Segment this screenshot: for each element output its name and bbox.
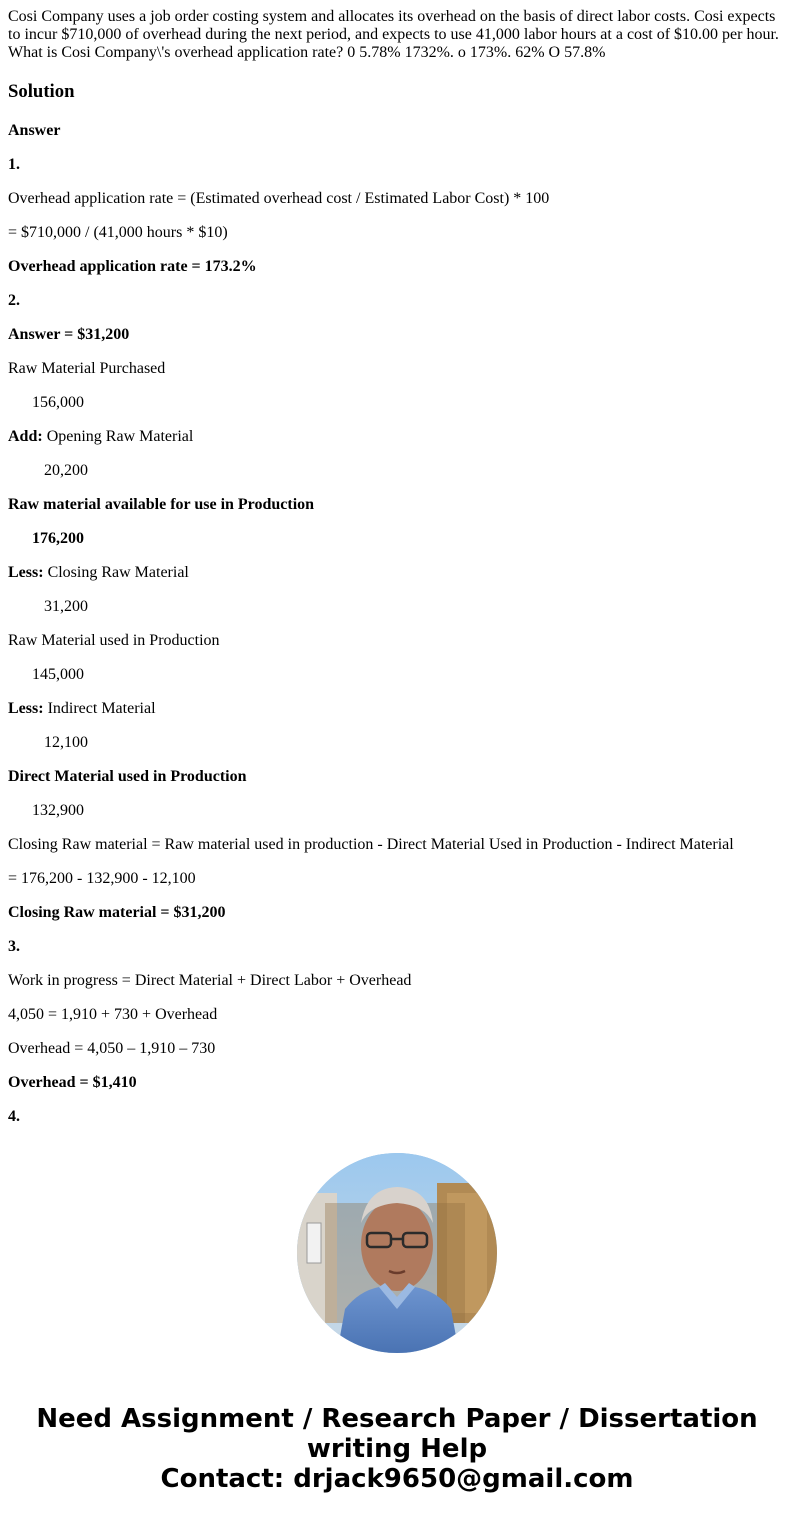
wip-calc-line: 4,050 = 1,910 + 730 + Overhead — [8, 1006, 218, 1023]
less-label: Less: — [8, 564, 44, 581]
dm-used-value: 132,900 — [32, 802, 84, 819]
closing-formula-line: Closing Raw material = Raw material used in production - Direct Material Used in Production - Indirect Material — [8, 836, 734, 853]
rm-used-label: Raw Material used in Production — [8, 632, 220, 649]
question-text: Cosi Company uses a job order costing system and allocates its overhead on the basis of direct labor costs. Cosi expects to incur $710,000 of overhead during the next period, and expects to use 41,000 labor hours at a cost of $10.00 per hour. What is Cosi Company\'s overhead application rate? 0 5.78% 1732%. o 173%. 62% O 57.8% — [8, 8, 779, 61]
rm-purchased-value: 156,000 — [32, 394, 84, 411]
formula-line: Overhead application rate = (Estimated overhead cost / Estimated Labor Cost) * 100 — [8, 190, 550, 207]
indirect-material-value: 12,100 — [44, 734, 88, 751]
opening-rm-line — [8, 428, 193, 446]
advert-line-1: Need Assignment / Research Paper / Dissertation — [36, 1404, 758, 1434]
closing-result-line: Closing Raw material = $31,200 — [8, 904, 226, 921]
less-label: Less: — [8, 700, 44, 717]
avatar-photo — [297, 1153, 497, 1353]
avatar — [297, 1153, 497, 1353]
dm-used-label: Direct Material used in Production — [8, 768, 247, 785]
indirect-material-line — [8, 700, 156, 718]
part-3-number: 3. — [8, 938, 20, 955]
rm-used-value: 145,000 — [32, 666, 84, 683]
overhead-result-line: Overhead = $1,410 — [8, 1074, 137, 1091]
add-label: Add: — [8, 428, 43, 445]
closing-rm-line — [8, 564, 189, 582]
document-body — [8, 8, 786, 1125]
advert-contact: Contact: drjack9650@gmail.com — [160, 1464, 634, 1494]
part-2-number: 2. — [8, 292, 20, 309]
answer-line: Answer = $31,200 — [8, 326, 130, 343]
opening-rm-value: 20,200 — [44, 462, 88, 479]
advert-banner — [0, 1404, 794, 1494]
closing-rm-value: 31,200 — [44, 598, 88, 615]
result-line: Overhead application rate = 173.2% — [8, 258, 257, 275]
closing-calc-line: = 176,200 - 132,900 - 12,100 — [8, 870, 196, 887]
part-4-number: 4. — [8, 1108, 20, 1125]
overhead-calc-line: Overhead = 4,050 – 1,910 – 730 — [8, 1040, 216, 1057]
wip-formula-line: Work in progress = Direct Material + Direct Labor + Overhead — [8, 972, 412, 989]
advert-line-2: writing Help — [306, 1434, 488, 1464]
answer-heading: Answer — [8, 122, 61, 139]
calculation-line: = $710,000 / (41,000 hours * $10) — [8, 224, 228, 241]
rm-purchased-label: Raw Material Purchased — [8, 360, 166, 377]
opening-rm-label: Opening Raw Material — [42, 428, 194, 445]
rm-available-label: Raw material available for use in Production — [8, 496, 315, 513]
part-1-number: 1. — [8, 156, 20, 173]
solution-heading: Solution — [8, 81, 75, 102]
closing-rm-label: Closing Raw Material — [43, 564, 189, 581]
indirect-material-label: Indirect Material — [43, 700, 156, 717]
rm-available-value: 176,200 — [32, 530, 84, 547]
